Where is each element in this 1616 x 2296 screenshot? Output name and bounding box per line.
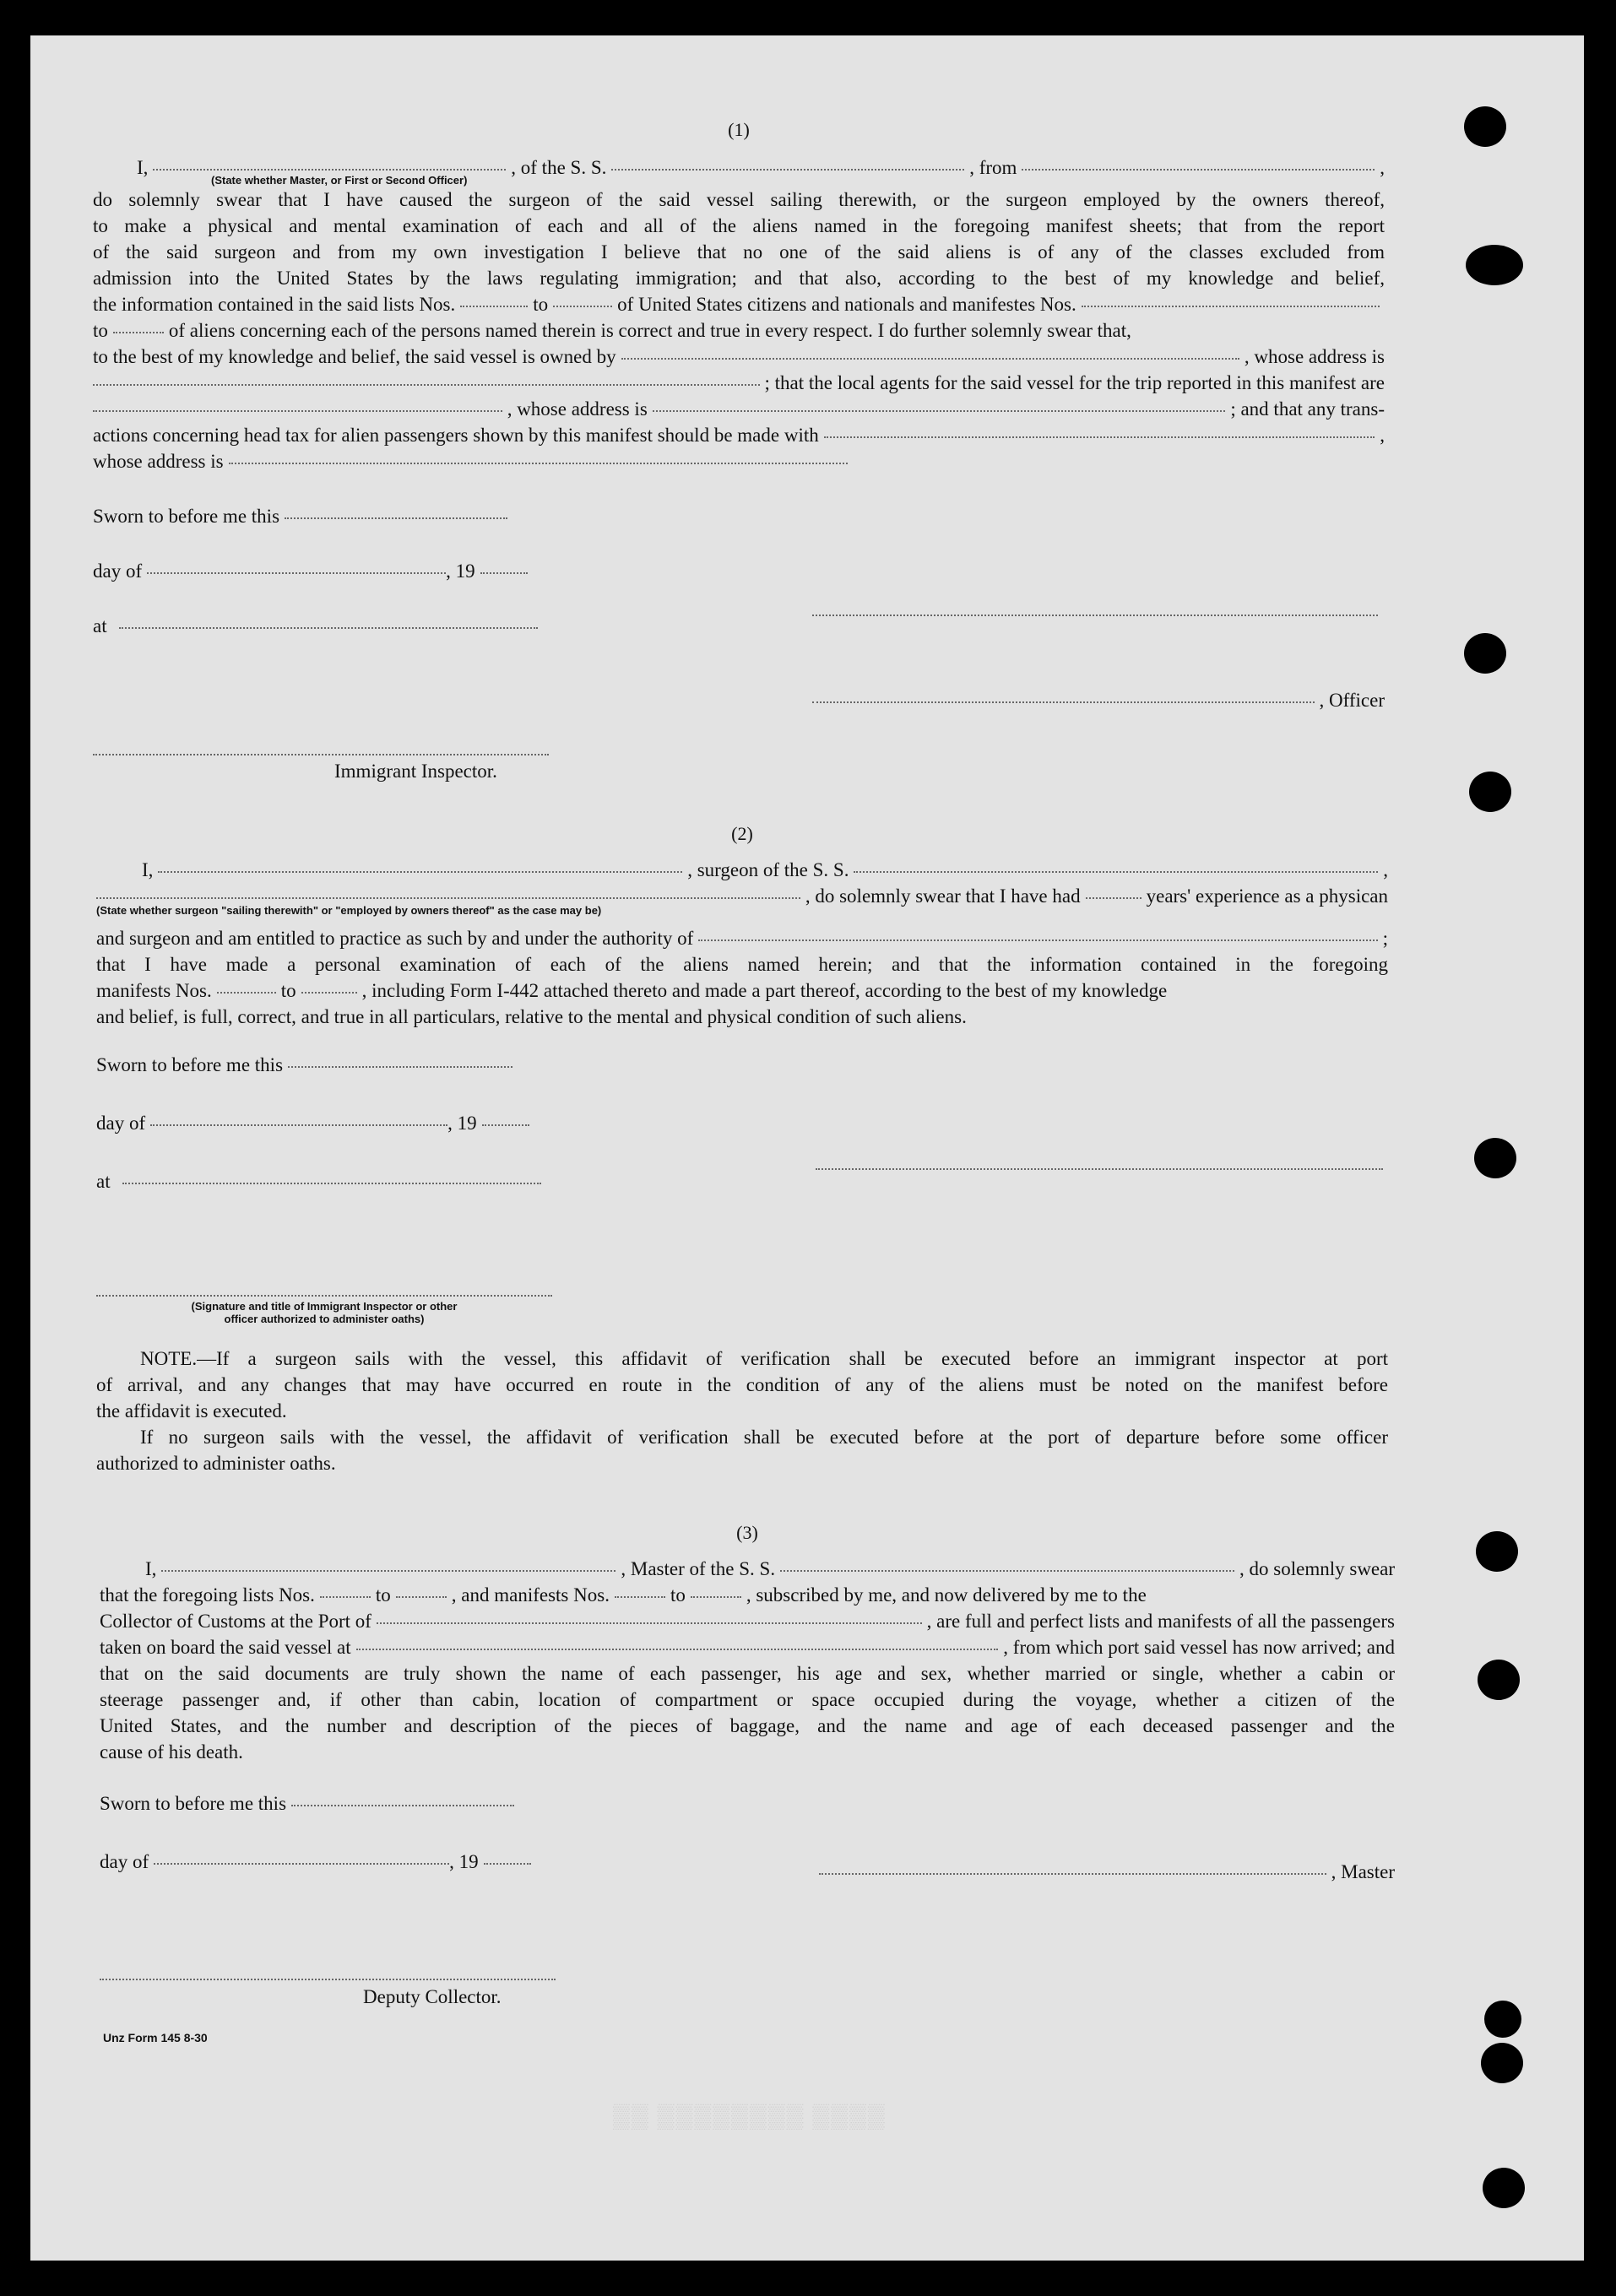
manifests-from-field[interactable] [217,992,276,994]
paragraph-line: that I have made a personal examination of each of the aliens named herein; and that the information contained in the foregoing [96,954,1388,975]
head-tax-address-field[interactable] [229,463,848,464]
line-text: that the foregoing lists Nos. [100,1584,315,1606]
punch-hole [1474,1138,1516,1178]
officer-signature-line[interactable] [812,701,1315,703]
lists-to-field[interactable] [553,306,612,307]
punch-hole [1464,633,1506,674]
note-line: the affidavit is executed. [96,1400,287,1421]
paragraph-line: of the said surgeon and from my own investigation I believe that no one of the said aliens is of any of the classes excluded from [93,241,1385,263]
line-text: the information contained in the said lists Nos. [93,294,456,315]
line-text: , do solemnly swear [1239,1558,1396,1579]
punch-hole [1466,245,1523,285]
boarding-port-field[interactable] [356,1649,999,1650]
line-text: and surgeon and am entitled to practice as such by and under the authority of [96,928,694,949]
line-text: , Master of the S. S. [621,1558,776,1579]
authority-field[interactable] [698,940,1377,941]
section-3 [100,1519,1396,2007]
paragraph-line: do solemnly swear that I have caused the surgeon of the said vessel sailing therewith, or the surgeon employed by the owners thereof, [93,189,1385,210]
inspector-signature-line[interactable] [93,754,549,755]
line-text: , and manifests Nos. [451,1584,610,1606]
line-text: ; that the local agents for the said vessel for the trip reported in this manifest are [764,372,1385,393]
manifests-from-field[interactable] [615,1596,665,1598]
year-label: , 19 [449,1851,479,1872]
line-text: taken on board the said vessel at [100,1637,351,1658]
month-field[interactable] [150,1124,447,1126]
line-text: of United States citizens and nationals and manifestes Nos. [617,294,1076,315]
lists-from-field[interactable] [460,306,528,307]
officer-signature-line-top[interactable] [812,615,1378,616]
faint-stamp: ▒▒ ▒▒▒▒▒▒▒▒ ▒▒▒▒ [613,2104,887,2130]
immigrant-inspector-label: Immigrant Inspector. [334,761,497,782]
line-text: to [670,1584,686,1606]
collector-signature-line[interactable] [100,1979,556,1980]
line-text: , do solemnly swear that I have had [805,885,1081,907]
year-label: , 19 [447,1113,477,1134]
line-text: of aliens concerning each of the persons named therein is correct and true in every respect. I do further solemnly swear that, [168,320,1131,341]
section-number: (1) [728,119,750,140]
line-text: manifests Nos. [96,980,212,1001]
master-name-field[interactable] [153,169,506,171]
punch-hole [1481,2043,1523,2083]
paragraph-line: admission into the United States by the laws regulating immigration; and that also, according to the best of my knowledge and belief, [93,268,1385,289]
line-text: , [1380,425,1385,446]
place-field[interactable] [122,1183,541,1184]
punch-hole [1484,2001,1521,2038]
field-note: (State whether Master, or First or Second Officer) [211,174,468,187]
agents-address-field[interactable] [653,410,1226,412]
signature-note: officer authorized to administer oaths) [224,1313,425,1325]
punch-hole [1478,1660,1520,1700]
day-label: day of [93,560,143,582]
line-text: actions concerning head tax for alien passengers shown by this manifest should be made with [93,425,819,446]
paragraph-line: to make a physical and mental examination of each and all of the aliens named in the foregoing manifest sheets; that from the report [93,215,1385,236]
line-text: ; and that any trans- [1230,398,1385,420]
paragraph-line: that on the said documents are truly shown the name of each passenger, his age and sex, whether married or single, whether a cabin or [100,1663,1395,1684]
lists-from-field[interactable] [320,1596,371,1598]
line-text: to [375,1584,391,1606]
line-text: , of the S. S. [511,157,607,178]
section-number: (2) [731,823,753,844]
sworn-date-field[interactable] [291,1805,514,1806]
sworn-date-field[interactable] [285,517,507,519]
section-number: (3) [736,1522,758,1543]
port-field[interactable] [377,1622,922,1624]
sworn-date-field[interactable] [288,1066,512,1068]
line-text: , from which port said vessel has now arrived; and [1003,1637,1395,1658]
line-text: , [1383,859,1389,880]
month-field[interactable] [154,1863,449,1865]
deputy-collector-label: Deputy Collector. [363,1986,502,2007]
surgeon-name-field[interactable] [158,871,682,873]
line-text: , from [969,157,1017,178]
at-label: at [96,1171,111,1192]
line-text: , whose address is [507,398,648,420]
years-experience-field[interactable] [1086,897,1142,899]
sworn-label: Sworn to before me this [93,506,280,527]
note-line: If no surgeon sails with the vessel, the affidavit of verification shall be executed before at the port of departure before some officer [140,1427,1388,1448]
from-port-field[interactable] [1022,169,1375,171]
vessel-name-field[interactable] [611,169,964,171]
sworn-label: Sworn to before me this [96,1054,284,1075]
year-field[interactable] [480,572,528,574]
owner-address-field[interactable] [93,384,760,386]
month-field[interactable] [147,572,446,574]
line-text: , subscribed by me, and now delivered by me to the [746,1584,1147,1606]
paragraph-line: and belief, is full, correct, and true in all particulars, relative to the mental and physical condition of such aliens. [96,1006,967,1027]
line-text: , surgeon of the S. S. [687,859,849,880]
punch-hole [1464,106,1506,147]
form-number: Unz Form 145 8-30 [103,2031,208,2044]
line-text: , are full and perfect lists and manifests of all the passengers [926,1611,1395,1632]
year-label: , 19 [446,560,475,582]
master-signature-line[interactable] [819,1873,1326,1875]
manifests-to-field[interactable] [113,332,164,333]
punch-hole [1483,2168,1525,2208]
note-line: NOTE.—If a surgeon sails with the vessel, this affidavit of verification shall be executed before an immigrant inspector at port [140,1348,1388,1369]
day-label: day of [100,1851,149,1872]
year-field[interactable] [482,1124,529,1126]
punch-hole [1476,1531,1518,1572]
line-text: ; [1382,928,1388,949]
paragraph-line: cause of his death. [100,1741,243,1763]
inspector-signature-line[interactable] [96,1295,552,1297]
vessel-name-field[interactable] [780,1570,1234,1572]
agents-field[interactable] [93,410,502,412]
line-text: to [93,320,108,341]
line-text: , whose address is [1244,346,1385,367]
place-field[interactable] [119,627,538,629]
line-text: I, [145,1558,157,1579]
line-text: , [1380,157,1386,178]
manifests-to-field[interactable] [301,992,357,994]
line-text: I, [137,157,149,178]
note-line: authorized to administer oaths. [96,1453,336,1474]
surgeon-vessel-field[interactable] [854,871,1378,873]
line-text: Collector of Customs at the Port of [100,1611,371,1632]
master-label: , Master [1331,1861,1395,1882]
line-text: to the best of my knowledge and belief, the said vessel is owned by [93,346,616,367]
section-2 [96,820,1389,1474]
line-text: to [280,980,296,1001]
sworn-label: Sworn to before me this [100,1793,287,1814]
manifests-to-field[interactable] [691,1596,741,1598]
surgeon-signature-line[interactable] [816,1168,1383,1170]
master-name-field[interactable] [161,1570,615,1572]
paragraph-line: United States, and the number and description of the pieces of baggage, and the name and age of each deceased passenger and the [100,1715,1395,1736]
line-text: whose address is [93,451,224,472]
officer-label: , Officer [1319,690,1385,711]
punch-hole [1469,772,1511,812]
form-page [30,35,1584,2261]
surgeon-status-field[interactable] [96,897,800,899]
at-label: at [93,615,107,636]
year-field[interactable] [484,1863,531,1865]
day-label: day of [96,1113,146,1134]
section-1 [93,116,1386,782]
owner-field[interactable] [621,358,1239,360]
line-text: to [533,294,549,315]
line-text: I, [142,859,154,880]
line-text: , including Form I-442 attached thereto and made a part thereof, according to the best of my knowledge [361,980,1168,1001]
line-text: years' experience as a physican [1146,885,1388,907]
signature-note: (Signature and title of Immigrant Inspector or other [191,1300,458,1313]
lists-to-field[interactable] [396,1596,447,1598]
manifests-from-field[interactable] [1082,306,1380,307]
head-tax-contact-field[interactable] [824,436,1375,438]
field-note: (State whether surgeon "sailing therewith" or "employed by owners thereof" as the case may be) [96,904,602,917]
note-line: of arrival, and any changes that may have occurred en route in the condition of any of the aliens must be noted on the manifest before [96,1374,1388,1395]
paragraph-line: steerage passenger and, if other than cabin, location of compartment or space occupied during the voyage, whether a citizen of the [100,1689,1395,1710]
